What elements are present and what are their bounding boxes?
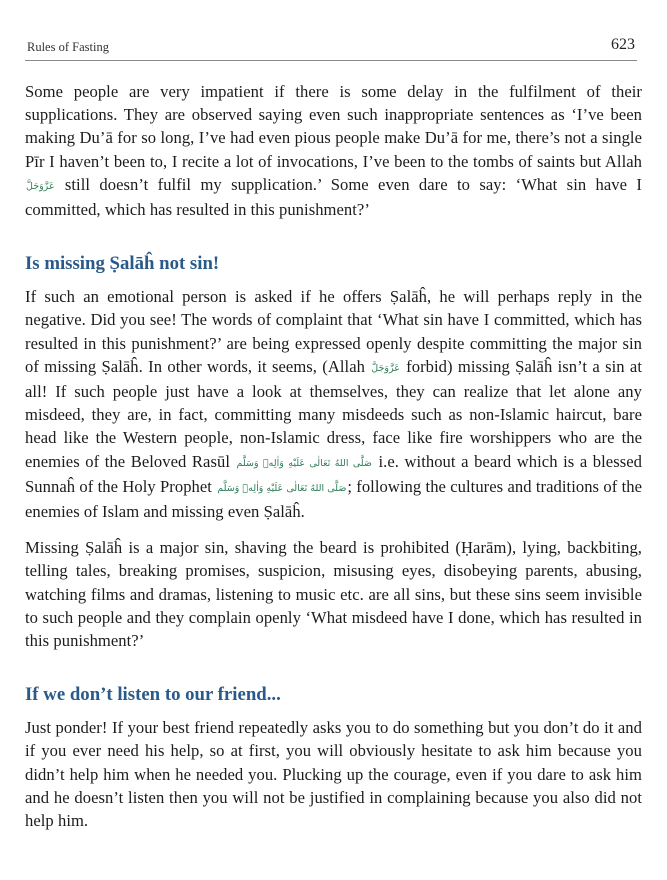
- paragraph-text: ; following the cultures and traditions of the enemies of Islam and missing even Ṣalāĥ.: [25, 476, 642, 522]
- paragraph-text: Some people are very impatient if there is some delay in the fulfilment of their supplications. They are observed saying even such inappropriate sentences as ‘I’ve been making Du’ā for so long, I’ve had even pious people make Du’ā for me, there’s not a single Pīr I haven’t been to, I recite a lot of invocations, I’ve been to the tombs of saints but Allah: [25, 82, 642, 171]
- section-heading-friend: If we don’t listen to our friend...: [25, 684, 281, 706]
- prophet-honorific-calligraphy: صَلَّى اللهُ تَعَالٰى عَلَيْهِ وَاٰلِهٖ وَسَلَّم: [217, 482, 347, 494]
- allah-honorific-calligraphy: عَزَّوَجَلَّ: [371, 362, 400, 374]
- paragraph-text: still doesn’t fulfil my supplication.’ Some even dare to say: ‘What sin have I committed, which has resulted in this punishment?’: [25, 174, 642, 220]
- paragraph-text: If such an emotional person is asked if he offers Ṣalāĥ, he will perhaps reply in the negative. Did you see! The words of complaint that ‘What sin have I committed, which has resulted in this punishment?’ are being expressed openly despite committing the major sin of missing Ṣalāĥ. In other words, it seems, (Allah: [25, 287, 642, 376]
- paragraph-text: forbid) missing Ṣalāĥ isn’t a sin at all! If such people just have a look at themselves, they can realize that let alone any misdeed, they are, in fact, committing many misdeeds such as non-Islamic haircut, bare head like the Western people, non-Islamic dress, face like fire worshippers who are the enemies of the Beloved Rasūl: [25, 356, 642, 471]
- paragraph-ponder: Just ponder! If your best friend repeatedly asks you to do something but you don’t do it and if you ever need his help, so at first, you will obviously hesitate to ask him because you didn’t help him when he needed you. Plucking up the courage, even if you dare to ask him and he doesn’t listen then you will not be justified in complaining because you also did not help him.: [25, 718, 642, 831]
- page-number: 623: [611, 36, 635, 53]
- allah-honorific-calligraphy: عَزَّوَجَلَّ: [26, 180, 55, 192]
- running-head: Rules of Fasting: [27, 40, 109, 54]
- section-heading-missing-salah: Is missing Ṣalāĥ not sin!: [25, 253, 220, 275]
- paragraph-emotional-person: [25, 285, 642, 523]
- page-body: [25, 80, 642, 832]
- page-header: [25, 34, 637, 61]
- paragraph-impatience: [25, 80, 642, 221]
- prophet-honorific-calligraphy: صَلَّى اللهُ تَعَالٰى عَلَيْهِ وَاٰلِهٖ وَسَلَّم: [236, 457, 372, 469]
- paragraph-major-sins: Missing Ṣalāĥ is a major sin, shaving the beard is prohibited (Ḥarām), lying, backbiting, telling tales, breaking promises, suspicion, misusing eyes, disobeying parents, abusing, watching films and dramas, listening to music etc. are all sins, but these sins seem invisible to such people and they complain openly ‘What misdeed have I done, which has resulted in this punishment?’: [25, 538, 642, 651]
- paragraph-text: i.e. without a beard which is a blessed Sunnaĥ of the Holy Prophet: [25, 451, 642, 496]
